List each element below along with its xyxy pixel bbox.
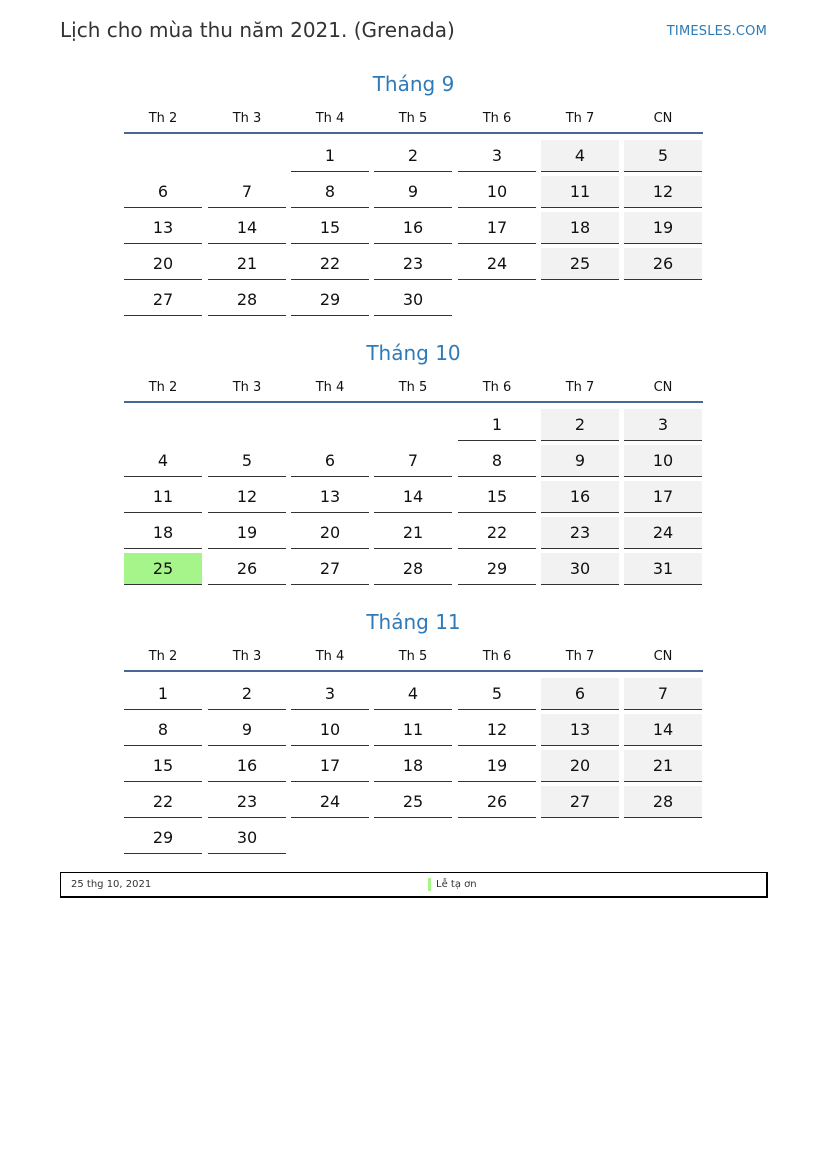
holiday-legend xyxy=(60,872,768,898)
day-cell: 30 xyxy=(208,822,286,854)
day-cell: 5 xyxy=(458,678,536,710)
month-title: Tháng 9 xyxy=(372,72,455,96)
day-cell: 28 xyxy=(208,284,286,316)
day-cell: 12 xyxy=(458,714,536,746)
day-cell: 29 xyxy=(291,284,369,316)
day-cell: 8 xyxy=(291,176,369,208)
weekday-header xyxy=(124,98,703,134)
day-cell: 20 xyxy=(124,248,202,280)
day-cell: 31 xyxy=(624,553,702,585)
day-cell: 2 xyxy=(374,140,452,172)
day-cell: 24 xyxy=(458,248,536,280)
weekday-label: CN xyxy=(653,111,673,126)
weekday-label: Th 2 xyxy=(148,111,178,126)
day-cell: 18 xyxy=(124,517,202,549)
day-cell: 2 xyxy=(541,409,619,441)
day-cell: 8 xyxy=(124,714,202,746)
day-cell: 15 xyxy=(458,481,536,513)
day-cell: 8 xyxy=(458,445,536,477)
weekday-label: Th 4 xyxy=(315,380,345,395)
weekday-label: Th 5 xyxy=(398,649,428,664)
day-cell: 26 xyxy=(624,248,702,280)
day-cell: 19 xyxy=(624,212,702,244)
day-cell: 1 xyxy=(291,140,369,172)
day-cell: 4 xyxy=(124,445,202,477)
day-cell: 3 xyxy=(291,678,369,710)
day-cell: 24 xyxy=(291,786,369,818)
day-cell: 7 xyxy=(374,445,452,477)
day-cell: 30 xyxy=(374,284,452,316)
day-cell: 17 xyxy=(624,481,702,513)
weekday-label: Th 7 xyxy=(565,380,595,395)
day-cell: 23 xyxy=(374,248,452,280)
day-cell: 4 xyxy=(374,678,452,710)
weekday-label: Th 5 xyxy=(398,111,428,126)
day-cell: 6 xyxy=(291,445,369,477)
day-cell: 25 xyxy=(541,248,619,280)
day-cell: 15 xyxy=(291,212,369,244)
day-cell: 4 xyxy=(541,140,619,172)
weekday-label: Th 4 xyxy=(315,649,345,664)
day-cell: 14 xyxy=(624,714,702,746)
day-cell: 27 xyxy=(291,553,369,585)
weekday-label: Th 2 xyxy=(148,649,178,664)
day-cell: 24 xyxy=(624,517,702,549)
day-cell: 29 xyxy=(124,822,202,854)
weekday-label: Th 3 xyxy=(232,649,262,664)
weekday-label: Th 6 xyxy=(482,380,512,395)
weekday-label: CN xyxy=(653,649,673,664)
day-cell: 22 xyxy=(291,248,369,280)
day-cell: 11 xyxy=(541,176,619,208)
weekday-label: Th 4 xyxy=(315,111,345,126)
day-cell: 23 xyxy=(208,786,286,818)
day-cell: 9 xyxy=(374,176,452,208)
day-cell: 21 xyxy=(624,750,702,782)
day-cell: 27 xyxy=(124,284,202,316)
day-cell: 9 xyxy=(541,445,619,477)
weekday-label: Th 3 xyxy=(232,111,262,126)
day-cell: 18 xyxy=(374,750,452,782)
day-cell: 20 xyxy=(291,517,369,549)
day-cell: 10 xyxy=(624,445,702,477)
day-cell: 12 xyxy=(208,481,286,513)
day-cell: 19 xyxy=(208,517,286,549)
day-cell: 19 xyxy=(458,750,536,782)
day-cell: 3 xyxy=(458,140,536,172)
day-cell: 9 xyxy=(208,714,286,746)
day-cell: 7 xyxy=(624,678,702,710)
page-title: Lịch cho mùa thu năm 2021. (Grenada) xyxy=(60,18,455,42)
day-cell: 12 xyxy=(624,176,702,208)
weekday-label: Th 5 xyxy=(398,380,428,395)
day-cell: 1 xyxy=(458,409,536,441)
day-cell: 18 xyxy=(541,212,619,244)
month-calendar xyxy=(124,70,703,309)
day-cell: 26 xyxy=(208,553,286,585)
day-cell: 28 xyxy=(624,786,702,818)
site-link[interactable]: TIMESLES.COM xyxy=(666,24,767,39)
day-cell: 25 xyxy=(374,786,452,818)
day-cell: 11 xyxy=(374,714,452,746)
day-cell: 21 xyxy=(208,248,286,280)
month-calendar xyxy=(124,339,703,578)
day-cell: 6 xyxy=(124,176,202,208)
day-cell: 10 xyxy=(458,176,536,208)
day-cell: 20 xyxy=(541,750,619,782)
day-cell: 10 xyxy=(291,714,369,746)
day-cell: 30 xyxy=(541,553,619,585)
month-title: Tháng 11 xyxy=(366,610,461,634)
legend-date: 25 thg 10, 2021 xyxy=(71,879,152,890)
day-cell: 13 xyxy=(291,481,369,513)
day-cell: 5 xyxy=(208,445,286,477)
day-cell: 27 xyxy=(541,786,619,818)
day-cell: 21 xyxy=(374,517,452,549)
day-cell: 17 xyxy=(458,212,536,244)
weekday-label: Th 6 xyxy=(482,649,512,664)
day-cell: 22 xyxy=(458,517,536,549)
day-cell: 1 xyxy=(124,678,202,710)
page-header xyxy=(60,18,767,48)
day-cell: 13 xyxy=(124,212,202,244)
day-cell: 14 xyxy=(208,212,286,244)
weekday-header xyxy=(124,636,703,672)
day-cell: 5 xyxy=(624,140,702,172)
day-cell: 11 xyxy=(124,481,202,513)
day-cell: 26 xyxy=(458,786,536,818)
day-cell: 17 xyxy=(291,750,369,782)
weekday-label: Th 7 xyxy=(565,111,595,126)
day-cell: 7 xyxy=(208,176,286,208)
weekday-label: Th 7 xyxy=(565,649,595,664)
holiday-day-cell: 25 xyxy=(124,553,202,585)
month-title: Tháng 10 xyxy=(366,341,461,365)
day-cell: 16 xyxy=(374,212,452,244)
day-cell: 13 xyxy=(541,714,619,746)
day-cell: 28 xyxy=(374,553,452,585)
day-cell: 22 xyxy=(124,786,202,818)
day-cell: 16 xyxy=(208,750,286,782)
day-cell: 29 xyxy=(458,553,536,585)
day-cell: 15 xyxy=(124,750,202,782)
day-cell: 6 xyxy=(541,678,619,710)
weekday-label: Th 6 xyxy=(482,111,512,126)
weekday-label: Th 2 xyxy=(148,380,178,395)
legend-holiday-name: Lễ tạ ơn xyxy=(436,879,477,890)
weekday-label: CN xyxy=(653,380,673,395)
weekday-label: Th 3 xyxy=(232,380,262,395)
day-cell: 23 xyxy=(541,517,619,549)
day-cell: 14 xyxy=(374,481,452,513)
weekday-header xyxy=(124,367,703,403)
day-cell: 2 xyxy=(208,678,286,710)
month-calendar xyxy=(124,608,703,847)
day-cell: 16 xyxy=(541,481,619,513)
day-cell: 3 xyxy=(624,409,702,441)
